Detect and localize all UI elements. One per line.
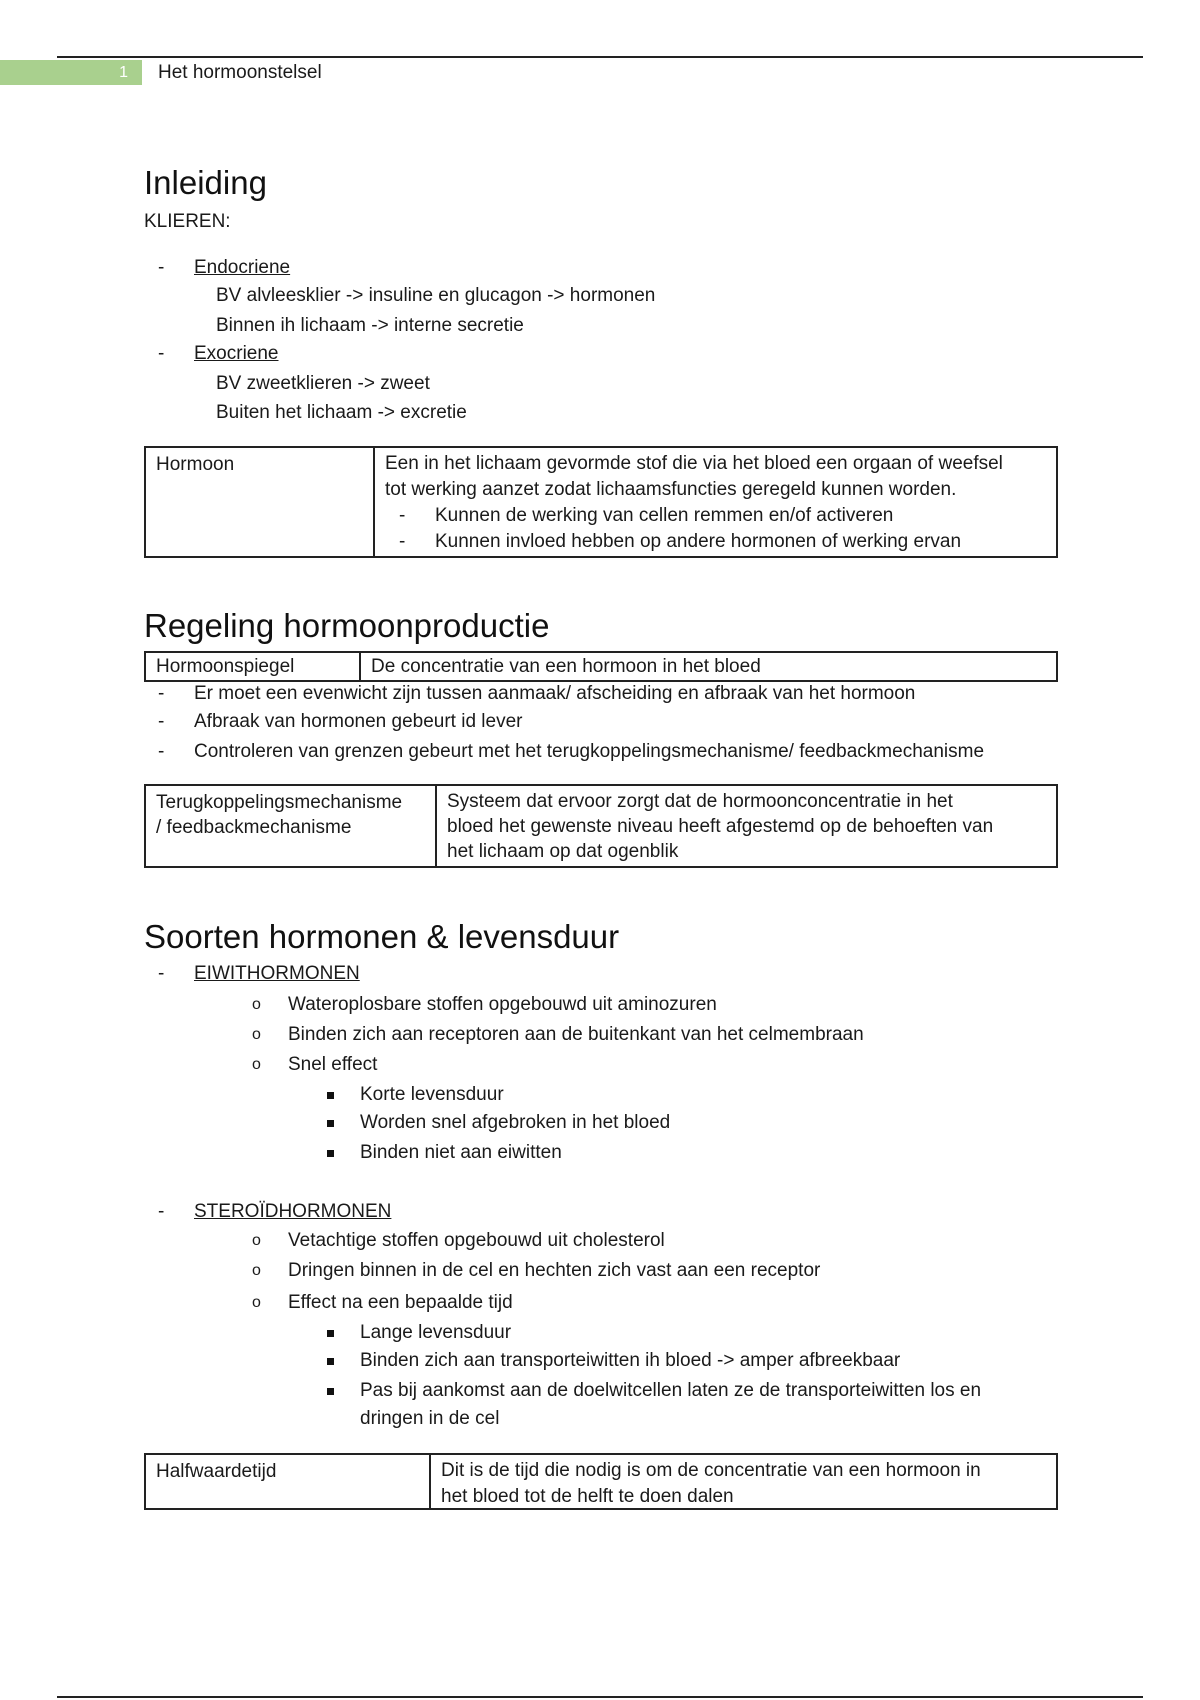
square-bullet-icon [327, 1358, 334, 1365]
dash-bullet: - [158, 343, 165, 364]
definition-table-halfwaardetijd [144, 1453, 1058, 1510]
list-item-eiwithormonen: EIWITHORMONEN [194, 963, 360, 984]
definition-term-line: Terugkoppelingsmechanisme [156, 792, 403, 813]
list-subsubitem: Lange levensduur [360, 1322, 512, 1343]
definition-line: het lichaam op dat ogenblik [447, 841, 679, 862]
definition-table-terugkoppeling [144, 784, 1058, 868]
dash-bullet: - [158, 963, 165, 984]
definition-bullet [385, 529, 1046, 555]
header-title: Het hormoonstelsel [158, 62, 322, 83]
definition-line: Dit is de tijd die nodig is om de concentratie van een hormoon in [441, 1460, 981, 1481]
dash-bullet: - [158, 257, 165, 278]
list-subitem: Snel effect [288, 1054, 378, 1075]
list-subline: BV alvleesklier -> insuline en glucagon -> hormonen [216, 285, 656, 306]
header-rule [57, 56, 1143, 58]
definition-text [431, 1455, 1056, 1508]
dash-bullet: - [399, 505, 406, 526]
list-subsubitem: Binden zich aan transporteiwitten ih bloed -> amper afbreekbaar [360, 1350, 901, 1371]
heading-inleiding: Inleiding [144, 164, 267, 201]
definition-line: het bloed tot de helft te doen dalen [441, 1486, 734, 1507]
square-bullet-icon [327, 1120, 334, 1127]
list-subitem: Vetachtige stoffen opgebouwd uit cholesterol [288, 1230, 665, 1251]
definition-term: Hormoon [146, 448, 375, 556]
heading-regeling: Regeling hormoonproductie [144, 607, 550, 644]
dash-bullet: - [399, 531, 406, 552]
definition-term [146, 786, 437, 866]
definition-text [375, 448, 1056, 556]
circle-bullet-icon: o [252, 1232, 261, 1249]
definition-line: tot werking aanzet zodat lichaamsfuncties geregeld kunnen worden. [385, 479, 957, 500]
list-item: Er moet een evenwicht zijn tussen aanmaak/ afscheiding en afbraak van het hormoon [194, 683, 916, 704]
list-item-steroidhormonen: STEROÏDHORMONEN [194, 1201, 392, 1222]
list-item: Controleren van grenzen gebeurt met het terugkoppelingsmechanisme/ feedbackmechanisme [194, 741, 985, 762]
square-bullet-icon [327, 1092, 334, 1099]
dash-bullet: - [158, 711, 165, 732]
list-subsubitem: Binden niet aan eiwitten [360, 1142, 562, 1163]
list-item-exocriene: Exocriene [194, 343, 279, 364]
list-subsubitem: Worden snel afgebroken in het bloed [360, 1112, 671, 1133]
circle-bullet-icon: o [252, 1056, 261, 1073]
subheading-klieren: KLIEREN: [144, 211, 231, 232]
footer-rule [57, 1696, 1143, 1698]
square-bullet-icon [327, 1388, 334, 1395]
definition-line: Een in het lichaam gevormde stof die via het bloed een orgaan of weefsel [385, 453, 1003, 474]
circle-bullet-icon: o [252, 1294, 261, 1311]
list-item-endocriene: Endocriene [194, 257, 291, 278]
circle-bullet-icon: o [252, 1026, 261, 1043]
square-bullet-icon [327, 1330, 334, 1337]
definition-term: Hormoonspiegel [146, 653, 361, 680]
definition-text [437, 786, 1056, 866]
definition-line: Systeem dat ervoor zorgt dat de hormoonconcentratie in het [447, 791, 953, 812]
list-subitem: Dringen binnen in de cel en hechten zich vast aan een receptor [288, 1260, 821, 1281]
circle-bullet-icon: o [252, 1262, 261, 1279]
heading-soorten: Soorten hormonen & levensduur [144, 918, 620, 955]
square-bullet-icon [327, 1150, 334, 1157]
list-item: Afbraak van hormonen gebeurt id lever [194, 711, 523, 732]
definition-bullet [385, 503, 1046, 529]
dash-bullet: - [158, 741, 165, 762]
definition-text: De concentratie van een hormoon in het bloed [371, 656, 761, 677]
list-subsubitem: Pas bij aankomst aan de doelwitcellen laten ze de transporteiwitten los en [360, 1380, 982, 1401]
list-subline: BV zweetklieren -> zweet [216, 373, 430, 394]
list-subitem: Effect na een bepaalde tijd [288, 1292, 513, 1313]
list-subsubitem-continuation: dringen in de cel [360, 1408, 500, 1429]
page-number: 1 [0, 60, 142, 85]
dash-bullet: - [158, 683, 165, 704]
list-subitem: Binden zich aan receptoren aan de buitenkant van het celmembraan [288, 1024, 864, 1045]
definition-table-hormoon [144, 446, 1058, 558]
definition-bullet-text: Kunnen invloed hebben op andere hormonen of werking ervan [435, 531, 962, 552]
list-subline: Buiten het lichaam -> excretie [216, 402, 467, 423]
definition-line: bloed het gewenste niveau heeft afgestemd op de behoeften van [447, 816, 994, 837]
definition-term-line: / feedbackmechanisme [156, 817, 352, 838]
definition-term: Halfwaardetijd [146, 1455, 431, 1508]
definition-table-hormoonspiegel [144, 651, 1058, 682]
list-subline: Binnen ih lichaam -> interne secretie [216, 315, 524, 336]
definition-bullet-text: Kunnen de werking van cellen remmen en/of activeren [435, 505, 894, 526]
circle-bullet-icon: o [252, 996, 261, 1013]
list-subsubitem: Korte levensduur [360, 1084, 504, 1105]
dash-bullet: - [158, 1201, 165, 1222]
list-subitem: Wateroplosbare stoffen opgebouwd uit aminozuren [288, 994, 717, 1015]
